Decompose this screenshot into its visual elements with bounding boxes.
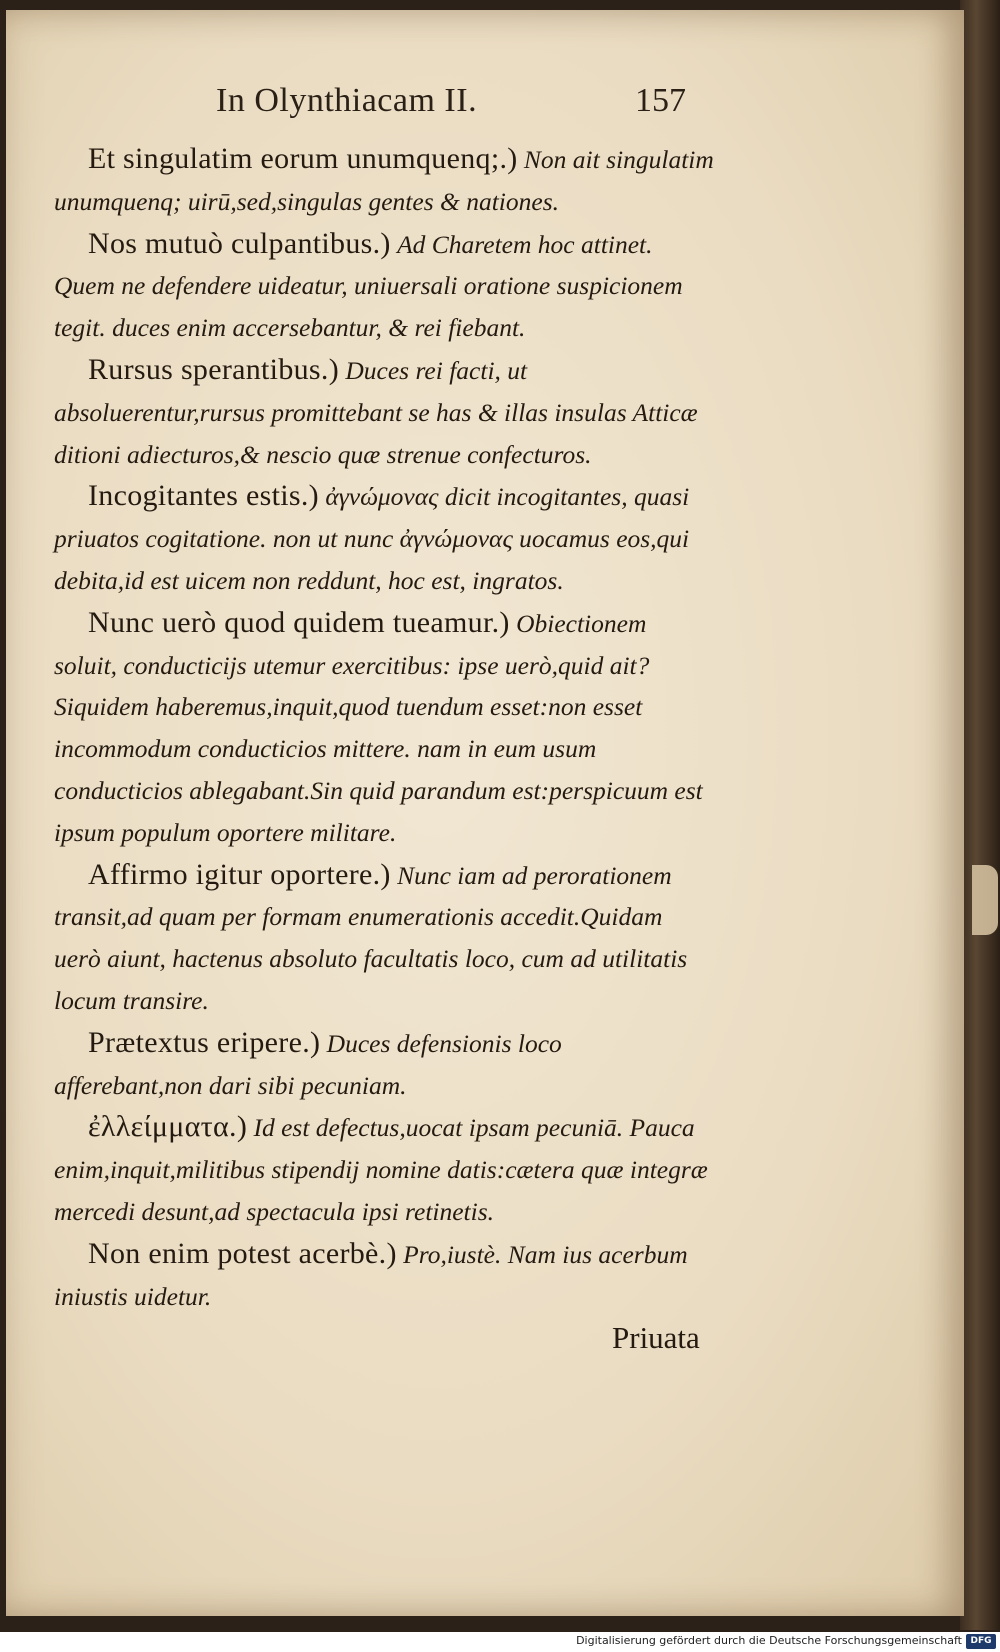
commentary: Id est defectus,uocat ipsam pecuniā. Pauca enim,inquit,militibus stipendij nomine datis:cætera quæ integræ mercedi desunt,ad spectacula ipsi retinetis. [54, 1113, 708, 1226]
running-title: In Olynthiacam II. [216, 82, 478, 119]
commentary: Duces rei facti, ut absoluerentur,rursus promittebant se has & illas insulas Atticæ ditioni adiecturos,& nescio quæ strenue confecturos. [54, 355, 698, 469]
lemma: Prætextus eripere.) [88, 1025, 321, 1059]
book-fore-edge [960, 0, 1000, 1630]
lemma: Rursus sperantibus.) [88, 352, 339, 386]
commentary-text [54, 138, 714, 1317]
dfg-logo-icon: DFG [966, 1634, 996, 1649]
commentary: Nunc iam ad perorationem transit,ad quam per formam enumerationis accedit.Quidam uerò aiunt, hactenus absoluto facultatis loco, cum ad utilitatis locum transire. [54, 860, 688, 1015]
commentary-entry [54, 223, 714, 349]
commentary: Pro,iustè. Nam ius acerbum iniustis uidetur. [54, 1239, 688, 1311]
lemma: Nunc uerò quod quidem tueamur.) [88, 605, 510, 639]
lemma: Incogitantes estis.) [88, 479, 319, 513]
commentary-entry [54, 602, 714, 854]
commentary: ἀγνώμονας dicit incogitantes, quasi priuatos cogitatione. non ut nunc ἀγνώμονας uocamus eos,qui debita,id est uicem non reddunt, hoc est, ingratos. [54, 482, 690, 595]
lemma: Et singulatim eorum unumquenq;.) [88, 142, 518, 175]
commentary: Ad Charetem hoc attinet. Quem ne defendere uideatur, uniuersali oratione suspicionem tegit. duces enim accersebantur, & rei fiebant. [54, 229, 683, 343]
commentary-entry [54, 349, 714, 475]
funding-credit: Digitalisierung gefördert durch die Deutsche Forschungsgemeinschaft [576, 1634, 962, 1647]
page-number: 157 [635, 82, 686, 119]
lemma: Affirmo igitur oportere.) [88, 857, 391, 891]
digitization-footer [0, 1632, 1000, 1652]
commentary: Duces defensionis loco afferebant,non dari sibi pecuniam. [54, 1028, 562, 1100]
catchword: Priuata [612, 1320, 700, 1355]
page-tab-marker [972, 865, 998, 935]
lemma: Non enim potest acerbè.) [88, 1236, 397, 1270]
commentary-entry [54, 1022, 714, 1107]
commentary: Obiectionem soluit, conducticijs utemur exercitibus: ipse uerò,quid ait?Siquidem haberemus,inquit,quod tuendum esset:non esset incommodum conducticios mittere. nam in eum usum conducticios ablegabant.Sin quid parandum est:perspicuum est ipsum populum oportere militare. [54, 608, 703, 847]
commentary-entry [54, 1106, 714, 1232]
running-header [216, 82, 686, 132]
commentary: Non ait singulatim unumquenq; uirū,sed,singulas gentes & nationes. [54, 145, 714, 216]
lemma: Nos mutuò culpantibus.) [88, 226, 391, 260]
commentary-entry [54, 475, 714, 601]
book-page [6, 10, 964, 1616]
commentary-entry [54, 138, 714, 223]
commentary-entry [54, 1233, 714, 1318]
lemma: ἐλλείμματα.) [88, 1110, 248, 1144]
commentary-entry [54, 854, 714, 1022]
